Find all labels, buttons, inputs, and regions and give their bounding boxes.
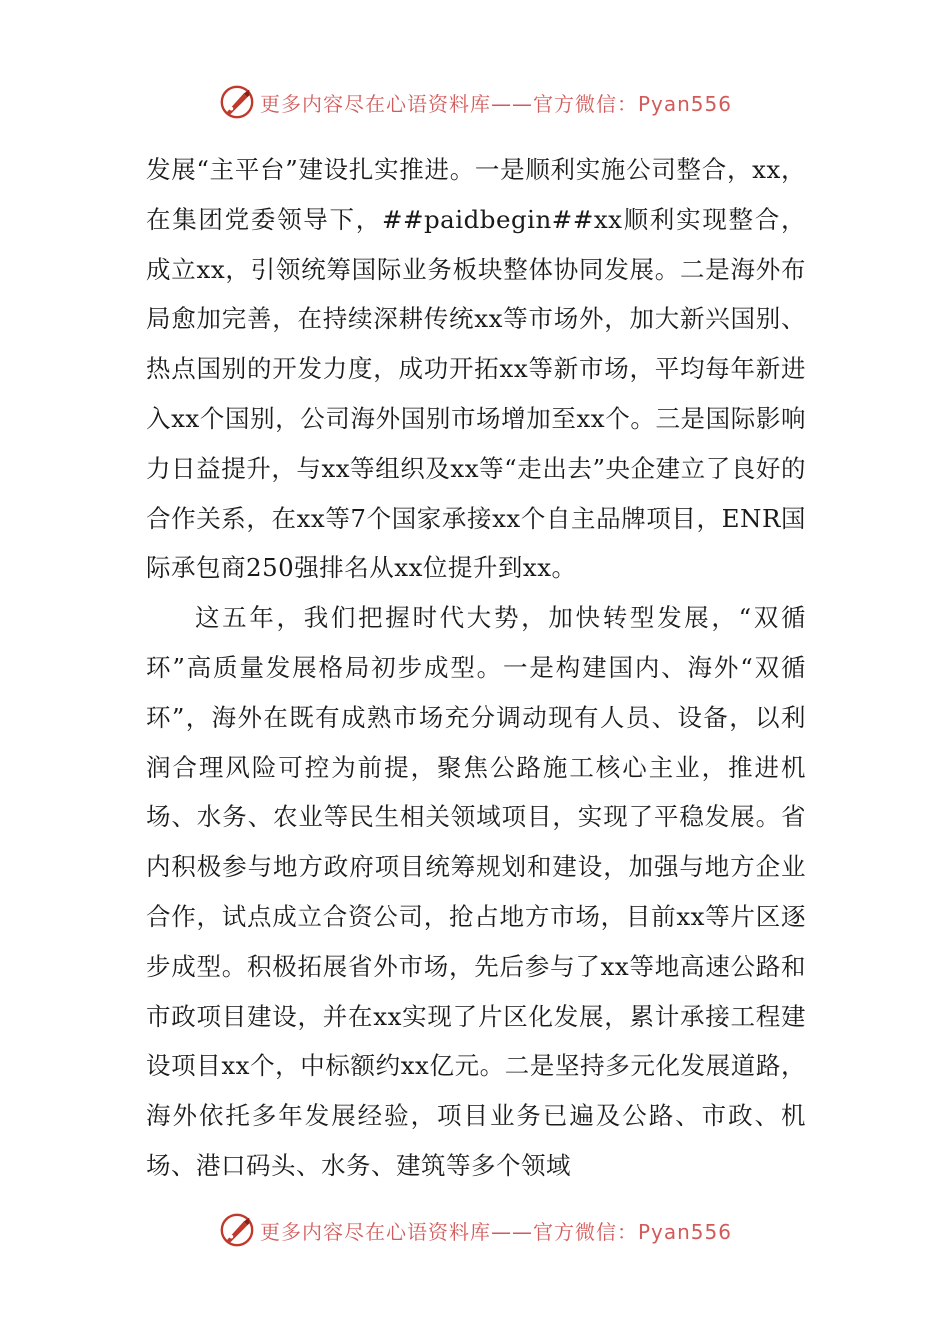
footer-banner bbox=[0, 1208, 950, 1252]
footer-banner-text: 更多内容尽在心语资料库——官方微信：Pyan556 bbox=[259, 1219, 732, 1244]
paragraph-2: 这五年，我们把握时代大势，加快转型发展，“双循环”高质量发展格局初步成型。一是构建国内、海外“双循环”，海外在既有成熟市场充分调动现有人员、设备，以利润合理风险可控为前提，聚焦公路施工核心主业，推进机场、水务、农业等民生相关领域项目，实现了平稳发展。省内积极参与地方政府项目统筹规划和建设，加强与地方企业合作，试点成立合资公司，抢占地方市场，目前xx等片区逐步成型。积极拓展省外市场，先后参与了xx等地高速公路和市政项目建设，并在xx实现了片区化发展，累计承接工程建设项目xx个，中标额约xx亿元。二是坚持多元化发展道路，海外依托多年发展经验，项目业务已遍及公路、市政、机场、港口码头、水务、建筑等多个领域 bbox=[146, 603, 806, 1180]
pen-nib-logo-icon bbox=[218, 1211, 256, 1249]
header-banner bbox=[0, 80, 950, 124]
header-banner-text: 更多内容尽在心语资料库——官方微信：Pyan556 bbox=[259, 91, 732, 116]
pen-nib-logo-icon bbox=[218, 83, 256, 121]
document-body bbox=[146, 145, 806, 1191]
paragraph-1: 发展“主平台”建设扎实推进。一是顺利实施公司整合，xx，在集团党委领导下，##paidbegin##xx顺利实现整合，成立xx，引领统筹国际业务板块整体协同发展。二是海外布局愈加完善，在持续深耕传统xx等市场外，加大新兴国别、热点国别的开发力度，成功开拓xx等新市场，平均每年新进入xx个国别，公司海外国别市场增加至xx个。三是国际影响力日益提升，与xx等组织及xx等“走出去”央企建立了良好的合作关系，在xx等7个国家承接xx个自主品牌项目，ENR国际承包商250强排名从xx位提升到xx。 bbox=[146, 155, 806, 583]
